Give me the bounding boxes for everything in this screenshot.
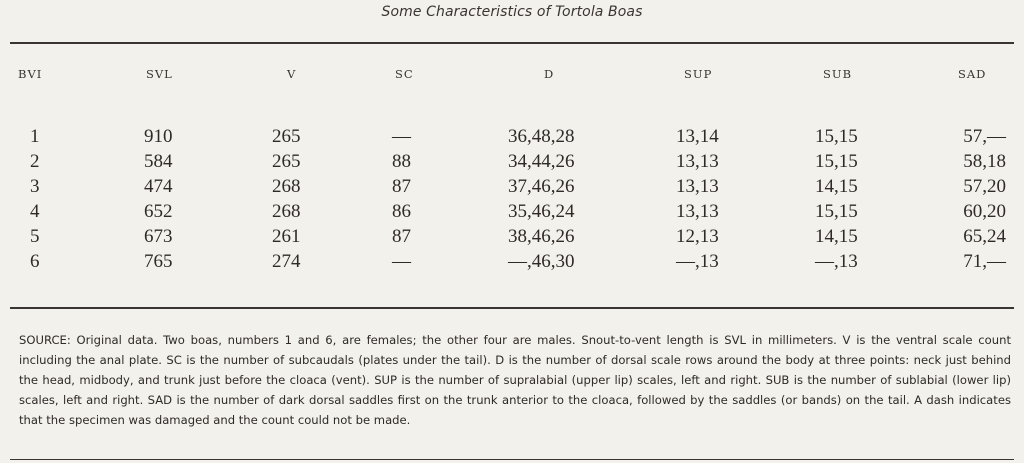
cell-bvi: 5 xyxy=(30,226,40,247)
header-svl: SVL xyxy=(146,67,173,81)
cell-v: 268 xyxy=(272,201,301,222)
cell-svl: 765 xyxy=(144,251,173,272)
header-sc: SC xyxy=(395,67,414,81)
cell-svl: 474 xyxy=(144,176,173,197)
cell-sc: 86 xyxy=(392,201,411,222)
header-sup: SUP xyxy=(684,67,713,81)
cell-sc: 87 xyxy=(392,226,411,247)
cell-sad: 65,24 xyxy=(963,226,1006,247)
header-d: D xyxy=(544,67,555,81)
cell-sup: 13,14 xyxy=(676,126,719,147)
bottom-rule xyxy=(10,459,1014,460)
cell-v: 274 xyxy=(272,251,301,272)
middle-rule xyxy=(10,307,1014,309)
top-rule xyxy=(10,42,1014,44)
cell-d: —,46,30 xyxy=(508,251,575,272)
header-sub: SUB xyxy=(823,67,853,81)
cell-bvi: 6 xyxy=(30,251,40,272)
cell-sub: 15,15 xyxy=(815,126,858,147)
cell-svl: 673 xyxy=(144,226,173,247)
cell-sub: 15,15 xyxy=(815,201,858,222)
cell-sad: 57,— xyxy=(963,126,1006,147)
cell-sad: 58,18 xyxy=(963,151,1006,172)
cell-v: 265 xyxy=(272,126,301,147)
cell-sub: 14,15 xyxy=(815,176,858,197)
cell-v: 261 xyxy=(272,226,301,247)
cell-bvi: 2 xyxy=(30,151,40,172)
cell-sc: 88 xyxy=(392,151,411,172)
cell-d: 36,48,28 xyxy=(508,126,575,147)
cell-v: 268 xyxy=(272,176,301,197)
cell-sub: 15,15 xyxy=(815,151,858,172)
table-row xyxy=(0,151,1024,173)
cell-d: 35,46,24 xyxy=(508,201,575,222)
table-row xyxy=(0,226,1024,248)
cell-sup: 12,13 xyxy=(676,226,719,247)
table-row xyxy=(0,201,1024,223)
cell-sad: 71,— xyxy=(963,251,1006,272)
cell-d: 38,46,26 xyxy=(508,226,575,247)
cell-svl: 652 xyxy=(144,201,173,222)
cell-sad: 60,20 xyxy=(963,201,1006,222)
cell-sad: 57,20 xyxy=(963,176,1006,197)
cell-bvi: 1 xyxy=(30,126,40,147)
table-row xyxy=(0,251,1024,273)
cell-sc: — xyxy=(392,251,411,272)
cell-d: 34,44,26 xyxy=(508,151,575,172)
header-v: V xyxy=(287,67,297,81)
cell-bvi: 4 xyxy=(30,201,40,222)
header-bvi: BVI xyxy=(18,67,43,81)
cell-sc: — xyxy=(392,126,411,147)
cell-v: 265 xyxy=(272,151,301,172)
cell-sup: 13,13 xyxy=(676,151,719,172)
table-row xyxy=(0,126,1024,148)
cell-sup: —,13 xyxy=(676,251,719,272)
table-footnote: SOURCE: Original data. Two boas, numbers 1 and 6, are females; the other four are males. Snout-to-vent length is SVL in millimeters. V is the ventral scale count including the anal plate. SC is the number of subcaudals (plates under the tail). D is the number of dorsal scale rows around the body at three points: neck just behind the head, midbody, and trunk just before the cloaca (vent). SUP is the number of supralabial (upper lip) scales, left and right. SUB is the number of sublabial (lower lip) scales, left and right. SAD is the number of dark dorsal saddles first on the trunk anterior to the cloaca, followed by the saddles (or bands) on the tail. A dash indicates that the specimen was damaged and the count could not be made. xyxy=(19,333,1011,427)
cell-sup: 13,13 xyxy=(676,176,719,197)
cell-svl: 910 xyxy=(144,126,173,147)
table-caption: Some Characteristics of Tortola Boas xyxy=(381,4,643,20)
cell-d: 37,46,26 xyxy=(508,176,575,197)
cell-sc: 87 xyxy=(392,176,411,197)
cell-svl: 584 xyxy=(144,151,173,172)
header-sad: SAD xyxy=(958,67,987,81)
table-row xyxy=(0,176,1024,198)
cell-sub: 14,15 xyxy=(815,226,858,247)
cell-bvi: 3 xyxy=(30,176,40,197)
cell-sub: —,13 xyxy=(815,251,858,272)
cell-sup: 13,13 xyxy=(676,201,719,222)
